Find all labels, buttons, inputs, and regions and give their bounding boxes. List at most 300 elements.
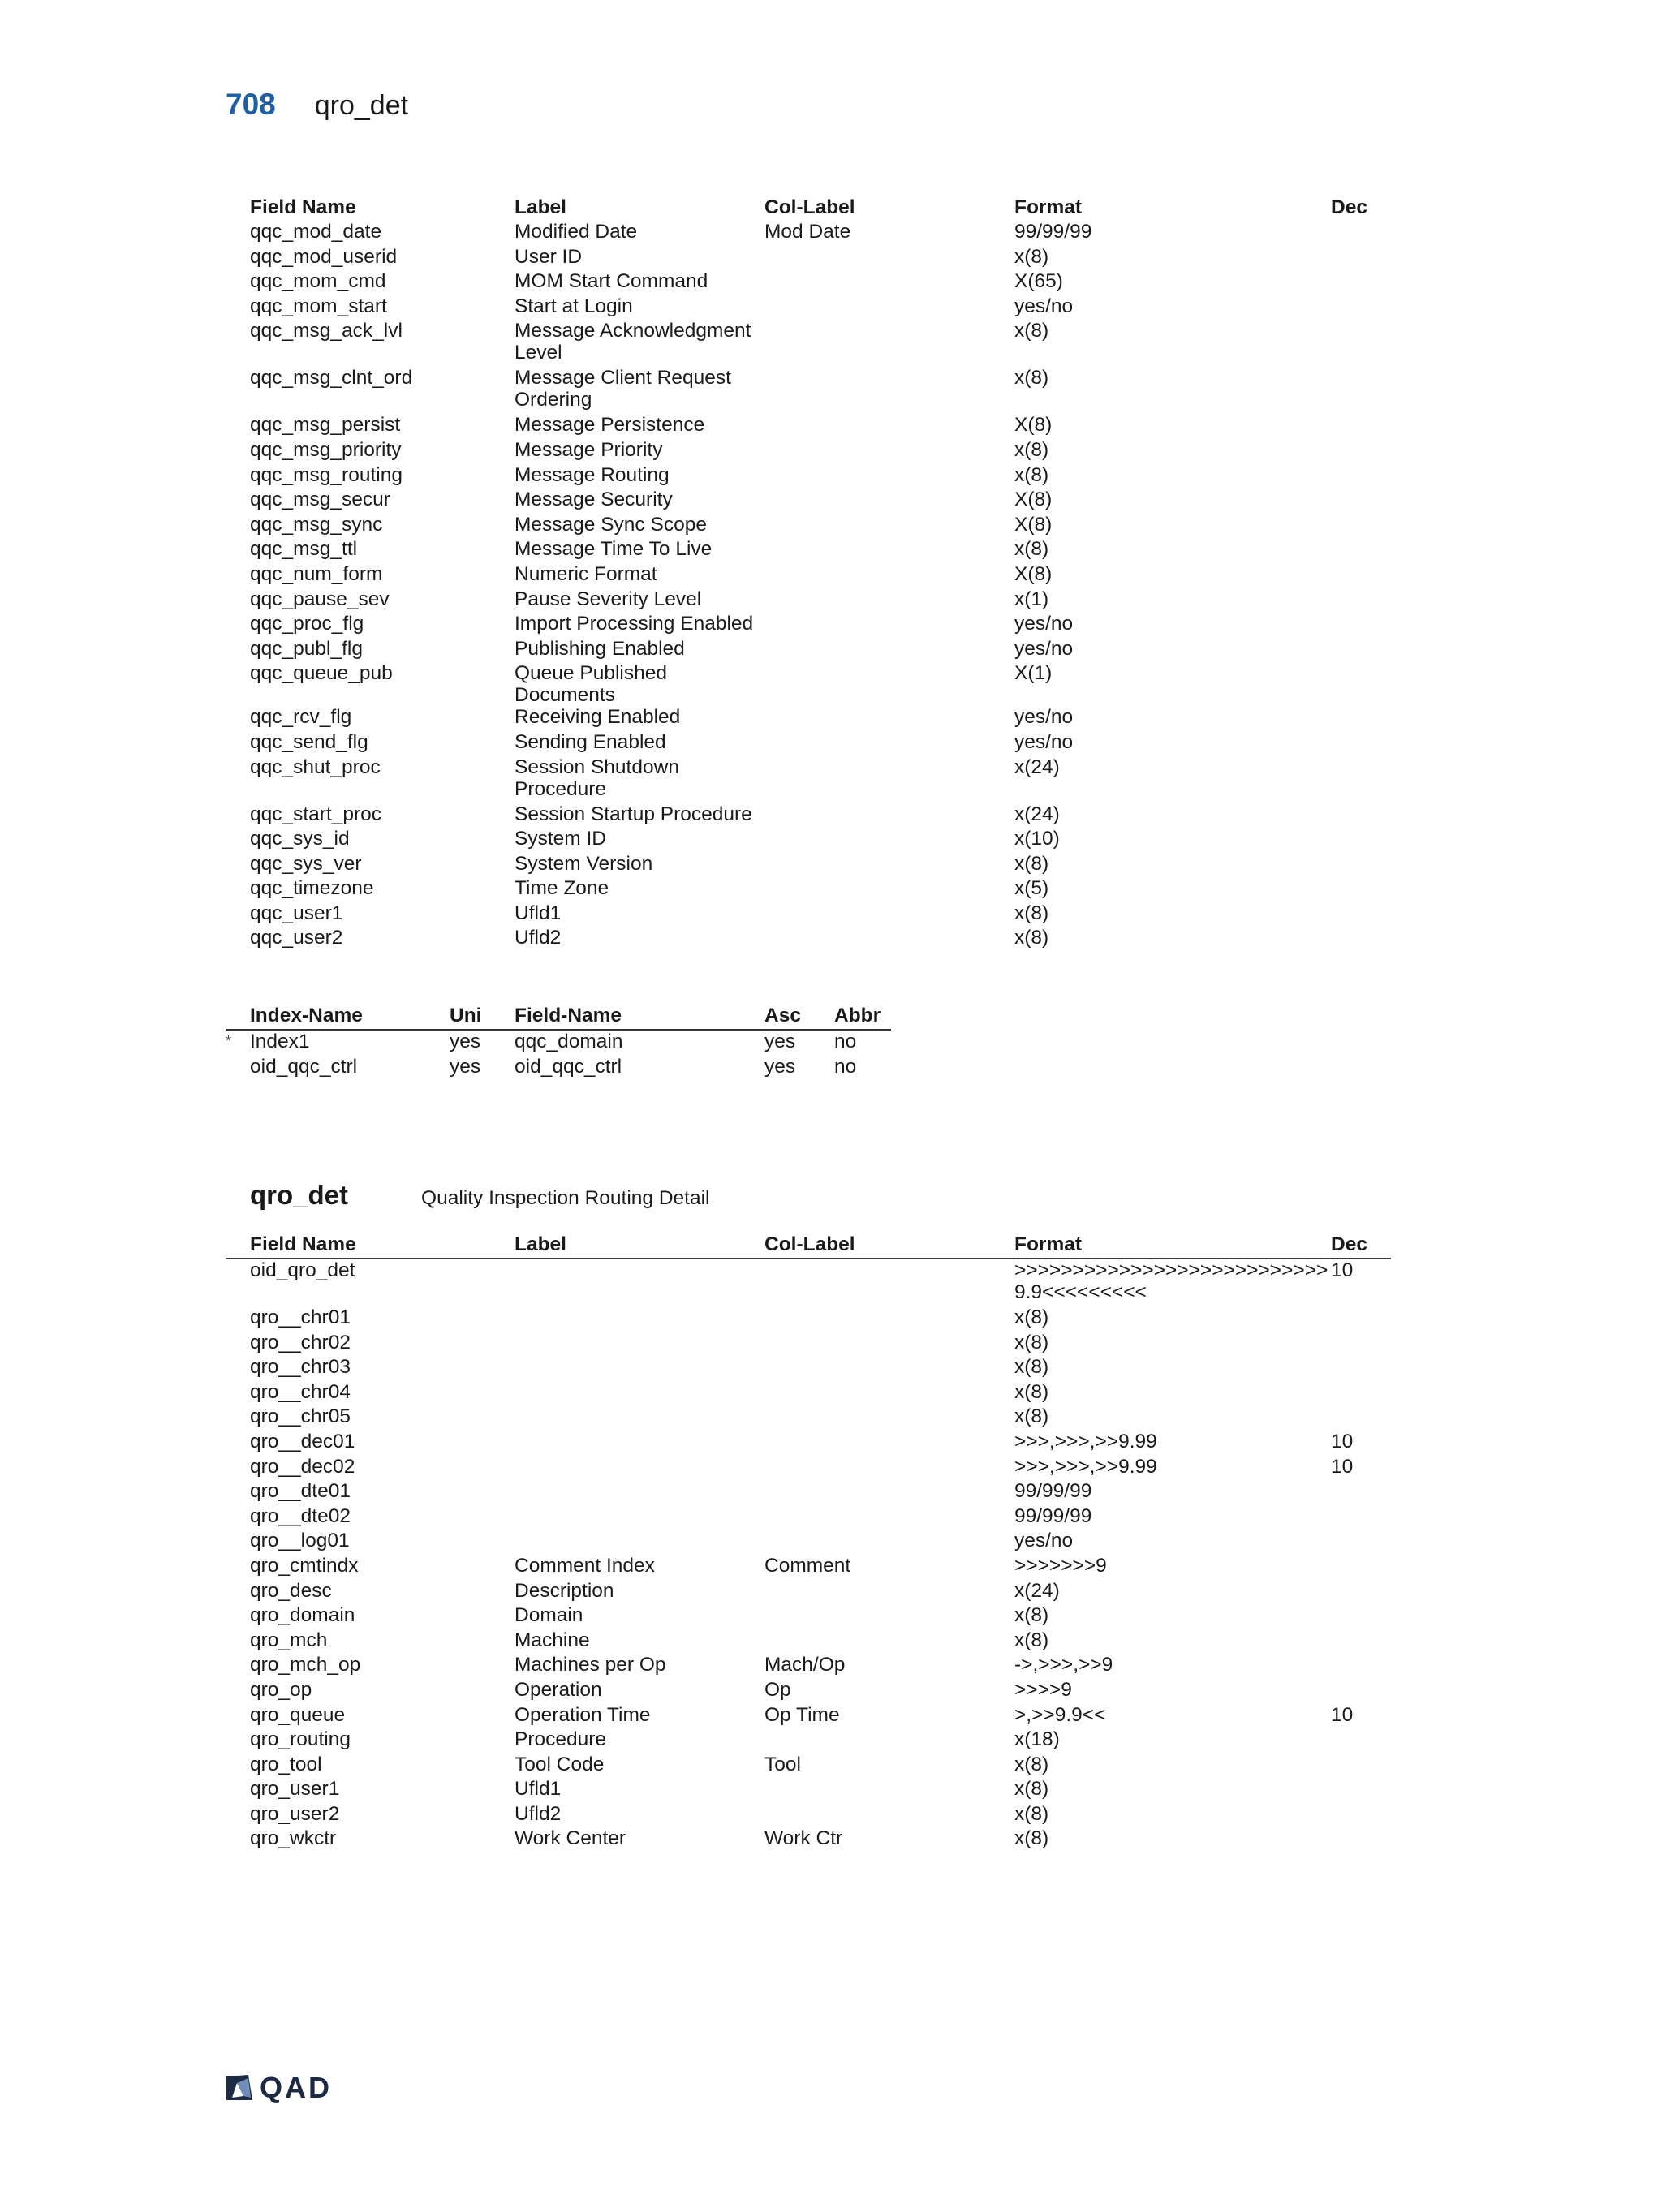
format-cell: x(8) — [1014, 1331, 1049, 1353]
col-label-cell — [764, 1530, 1014, 1555]
label-cell: Session Shutdown Procedure — [515, 755, 679, 800]
table-row — [226, 1654, 1391, 1679]
dec-cell — [1331, 638, 1391, 663]
col-label-cell — [764, 1778, 1014, 1803]
dec-cell: 10 — [1331, 1430, 1354, 1452]
label-cell — [515, 1381, 764, 1406]
field-name-cell: oid_qqc_ctrl — [515, 1055, 622, 1078]
index-name-cell: Index1 — [250, 1031, 310, 1052]
col-label-cell — [764, 1456, 1014, 1481]
table-row — [226, 221, 1391, 246]
format-cell: x(8) — [1014, 1604, 1049, 1627]
dec-cell — [1331, 464, 1391, 489]
table-row — [226, 1056, 891, 1081]
dec-cell — [1331, 662, 1391, 706]
col-label-cell — [764, 902, 1014, 927]
row-marker — [226, 756, 250, 803]
format-cell: x(8) — [1014, 1778, 1049, 1801]
label-cell — [515, 1332, 764, 1357]
field-name-cell: qqc_shut_proc — [250, 755, 381, 778]
field-table-qqc — [226, 195, 1391, 952]
field-name-cell: qqc_mod_userid — [250, 245, 398, 268]
table-row — [226, 731, 1391, 756]
row-marker — [226, 1754, 250, 1779]
format-cell: x(8) — [1014, 1753, 1049, 1775]
page-header — [226, 88, 408, 128]
col-label-cell: Op — [764, 1678, 791, 1701]
field-name-cell: qro_queue — [250, 1703, 346, 1726]
format-cell: x(8) — [1014, 1405, 1049, 1428]
field-name-cell: qro_user1 — [250, 1778, 340, 1801]
label-cell: Comment Index — [515, 1554, 655, 1577]
row-marker — [226, 1456, 250, 1481]
asc-cell: yes — [764, 1031, 796, 1052]
table-row — [226, 638, 1391, 663]
column-header-field-name: Field Name — [250, 1232, 515, 1259]
field-name-cell: qqc_msg_clnt_ord — [250, 367, 413, 389]
dec-cell — [1331, 1827, 1391, 1853]
section-table-description: Quality Inspection Routing Detail — [421, 1187, 710, 1209]
dec-cell — [1331, 1679, 1391, 1704]
dec-cell — [1331, 853, 1391, 878]
col-label-cell — [764, 731, 1014, 756]
row-marker — [226, 367, 250, 414]
col-label-cell: Mach/Op — [764, 1654, 846, 1676]
table-row — [226, 1405, 1391, 1431]
table-row — [226, 1480, 1391, 1505]
dec-cell — [1331, 828, 1391, 853]
row-marker — [226, 1629, 250, 1655]
table-row — [226, 1356, 1391, 1381]
label-cell: Ufld2 — [515, 927, 562, 949]
field-name-cell: qro_op — [250, 1678, 312, 1701]
label-cell: Domain — [515, 1604, 583, 1627]
label-cell: Ufld2 — [515, 1802, 562, 1825]
label-cell: Description — [515, 1579, 614, 1602]
field-name-cell: oid_qro_det — [250, 1259, 355, 1281]
abbr-cell: no — [834, 1055, 857, 1078]
table-row — [226, 1754, 1391, 1779]
dec-cell — [1331, 756, 1391, 803]
col-label-cell: Work Ctr — [764, 1827, 843, 1850]
table-row — [226, 1679, 1391, 1704]
row-marker — [226, 514, 250, 539]
col-label-cell — [764, 367, 1014, 414]
format-cell: x(5) — [1014, 877, 1049, 900]
dec-cell — [1331, 1728, 1391, 1754]
format-cell: x(8) — [1014, 320, 1049, 342]
table-header-row — [226, 1003, 891, 1030]
field-name-cell: qro__chr02 — [250, 1331, 351, 1353]
table-row — [226, 414, 1391, 439]
row-marker — [226, 662, 250, 706]
field-name-cell: qqc_msg_priority — [250, 438, 402, 461]
field-name-cell: qro_routing — [250, 1728, 351, 1751]
table-row — [226, 464, 1391, 489]
label-cell — [515, 1431, 764, 1456]
field-name-cell: qro__dte01 — [250, 1480, 351, 1503]
format-cell: x(24) — [1014, 803, 1060, 825]
col-label-cell — [764, 803, 1014, 828]
field-name-cell: qro__chr01 — [250, 1306, 351, 1328]
col-label-cell — [764, 488, 1014, 514]
col-label-cell: Tool — [764, 1753, 801, 1775]
label-cell: Message Client Request Ordering — [515, 367, 731, 411]
dec-cell — [1331, 1332, 1391, 1357]
row-marker — [226, 295, 250, 321]
col-label-cell — [764, 538, 1014, 563]
dec-cell: 10 — [1331, 1455, 1354, 1478]
dec-cell — [1331, 221, 1391, 246]
format-cell: ->,>>>,>>9 — [1014, 1654, 1113, 1676]
field-name-cell: qro_desc — [250, 1579, 332, 1602]
table-row — [226, 828, 1391, 853]
row-marker — [226, 1654, 250, 1679]
format-cell: >>>,>>>,>>9.99 — [1014, 1455, 1157, 1478]
format-cell: yes/no — [1014, 637, 1074, 660]
format-cell: x(8) — [1014, 438, 1049, 461]
section-heading — [250, 1180, 709, 1211]
table-row — [226, 853, 1391, 878]
format-cell: x(24) — [1014, 1579, 1060, 1602]
row-marker — [226, 1505, 250, 1530]
format-cell: x(8) — [1014, 538, 1049, 561]
label-cell: Publishing Enabled — [515, 637, 685, 660]
uni-cell: yes — [450, 1055, 481, 1078]
primary-index-marker: * — [226, 1033, 232, 1049]
field-name-cell: qqc_msg_routing — [250, 463, 403, 486]
label-cell — [515, 1505, 764, 1530]
format-cell: x(8) — [1014, 902, 1049, 924]
label-cell: Machines per Op — [515, 1654, 666, 1676]
label-cell — [515, 1456, 764, 1481]
dec-cell — [1331, 488, 1391, 514]
column-header-col-label: Col-Label — [764, 196, 855, 218]
field-name-cell: qqc_msg_ttl — [250, 538, 358, 561]
table-row — [226, 295, 1391, 321]
dec-cell — [1331, 514, 1391, 539]
field-name-cell: qqc_domain — [515, 1031, 623, 1052]
label-cell — [515, 1530, 764, 1555]
table-row — [226, 803, 1391, 828]
table-row — [226, 1827, 1391, 1853]
format-cell: x(1) — [1014, 587, 1049, 610]
format-cell: x(8) — [1014, 463, 1049, 486]
label-cell: Work Center — [515, 1827, 626, 1850]
format-cell: >,>>9.9<< — [1014, 1703, 1106, 1726]
format-cell: X(8) — [1014, 488, 1053, 511]
field-name-cell: qro__chr04 — [250, 1380, 351, 1403]
table-row — [226, 1555, 1391, 1580]
field-name-cell: qro__dte02 — [250, 1504, 351, 1527]
format-cell: >>>,>>>,>>9.99 — [1014, 1430, 1157, 1452]
table-row — [226, 1381, 1391, 1406]
dec-cell — [1331, 902, 1391, 927]
table-row — [226, 1580, 1391, 1605]
row-marker — [226, 1405, 250, 1431]
col-label-cell — [764, 246, 1014, 271]
label-cell: Ufld1 — [515, 1778, 562, 1801]
col-label-cell — [764, 1629, 1014, 1655]
row-marker — [226, 1679, 250, 1704]
dec-cell — [1331, 1580, 1391, 1605]
field-name-cell: qro_domain — [250, 1604, 355, 1627]
label-cell: Message Time To Live — [515, 538, 713, 561]
table-row — [226, 662, 1391, 706]
table-row — [226, 367, 1391, 414]
field-name-cell: qro_tool — [250, 1753, 322, 1775]
row-marker — [226, 439, 250, 464]
format-cell: >>>>9 — [1014, 1678, 1072, 1701]
column-header-field-name: Field Name — [250, 196, 356, 218]
col-label-cell — [764, 588, 1014, 613]
table-row — [226, 1604, 1391, 1629]
row-marker — [226, 1356, 250, 1381]
dec-cell: 10 — [1331, 1259, 1354, 1281]
col-label-cell — [764, 877, 1014, 902]
row-marker — [226, 488, 250, 514]
row-marker — [226, 902, 250, 927]
dec-cell — [1331, 439, 1391, 464]
field-name-cell: qqc_timezone — [250, 877, 374, 900]
format-cell: x(10) — [1014, 828, 1060, 850]
field-name-cell: qqc_sys_ver — [250, 852, 362, 875]
table-row — [226, 877, 1391, 902]
label-cell: Message Security — [515, 488, 673, 511]
column-header-asc: Asc — [764, 1003, 834, 1030]
label-cell: Procedure — [515, 1728, 607, 1751]
table-row — [226, 1704, 1391, 1729]
row-marker — [226, 1431, 250, 1456]
col-label-cell — [764, 439, 1014, 464]
dec-cell — [1331, 1654, 1391, 1679]
field-name-cell: qqc_msg_secur — [250, 488, 390, 511]
label-cell: Message Persistence — [515, 414, 705, 437]
row-marker — [226, 270, 250, 295]
column-header-format: Format — [1014, 196, 1083, 218]
dec-cell — [1331, 706, 1391, 731]
row-marker — [226, 1381, 250, 1406]
row-marker — [226, 1827, 250, 1853]
col-label-cell — [764, 828, 1014, 853]
label-cell: MOM Start Command — [515, 270, 708, 293]
col-label-cell — [764, 320, 1014, 367]
row-marker — [226, 1530, 250, 1555]
format-cell: yes/no — [1014, 706, 1074, 729]
col-label-cell — [764, 662, 1014, 706]
field-name-cell: qqc_user2 — [250, 927, 343, 949]
format-cell: 99/99/99 — [1014, 221, 1092, 243]
col-label-cell — [764, 1356, 1014, 1381]
label-cell: Operation Time — [515, 1703, 651, 1726]
column-header-format: Format — [1014, 1232, 1331, 1259]
col-label-cell — [764, 638, 1014, 663]
format-cell: yes/no — [1014, 730, 1074, 753]
col-label-cell — [764, 1580, 1014, 1605]
col-label-cell — [764, 514, 1014, 539]
field-name-cell: qro_cmtindx — [250, 1554, 359, 1577]
field-name-cell: qqc_sys_id — [250, 828, 350, 850]
format-cell: >>>>>>>>>>>>>>>>>>>>>>>>>>>9.9<<<<<<<<< — [1014, 1259, 1328, 1303]
label-cell: Ufld1 — [515, 902, 562, 924]
field-name-cell: qqc_publ_flg — [250, 637, 363, 660]
row-marker — [226, 1259, 250, 1306]
dec-cell — [1331, 803, 1391, 828]
label-cell: Start at Login — [515, 295, 633, 317]
page-title: qro_det — [314, 90, 409, 121]
column-header-label: Label — [515, 1232, 764, 1259]
row-marker — [226, 1580, 250, 1605]
label-cell: Receiving Enabled — [515, 706, 681, 729]
column-header-col-label: Col-Label — [764, 1232, 1014, 1259]
dec-cell — [1331, 246, 1391, 271]
dec-cell — [1331, 1306, 1391, 1332]
dec-cell — [1331, 1604, 1391, 1629]
dec-cell — [1331, 367, 1391, 414]
field-name-cell: qqc_mom_start — [250, 295, 387, 317]
column-header-field-name: Field-Name — [515, 1003, 764, 1030]
field-name-cell: qqc_mod_date — [250, 221, 382, 243]
table-header-row — [226, 1232, 1391, 1259]
table-row — [226, 563, 1391, 588]
field-name-cell: qqc_num_form — [250, 562, 383, 585]
row-marker — [226, 538, 250, 563]
row-marker — [226, 1555, 250, 1580]
field-name-cell: qro__log01 — [250, 1530, 350, 1552]
label-cell: Message Acknowledgment Level — [515, 320, 751, 364]
dec-cell — [1331, 1530, 1391, 1555]
table-row — [226, 514, 1391, 539]
col-label-cell — [764, 1405, 1014, 1431]
col-label-cell: Comment — [764, 1554, 851, 1577]
col-label-cell — [764, 853, 1014, 878]
table-row — [226, 1803, 1391, 1828]
field-name-cell: qqc_mom_cmd — [250, 270, 386, 293]
footer-logo — [224, 2071, 332, 2105]
table-row — [226, 706, 1391, 731]
label-cell: Message Routing — [515, 463, 670, 486]
dec-cell — [1331, 1480, 1391, 1505]
row-marker — [226, 1332, 250, 1357]
row-marker — [226, 877, 250, 902]
label-cell — [515, 1405, 764, 1431]
row-marker — [226, 1480, 250, 1505]
dec-cell — [1331, 1803, 1391, 1828]
col-label-cell — [764, 1431, 1014, 1456]
dec-cell — [1331, 927, 1391, 952]
dec-cell — [1331, 731, 1391, 756]
table-row — [226, 1778, 1391, 1803]
table-row — [226, 756, 1391, 803]
dec-cell — [1331, 1555, 1391, 1580]
col-label-cell — [764, 1306, 1014, 1332]
label-cell: Queue Published Documents — [515, 662, 667, 707]
row-marker — [226, 1604, 250, 1629]
row-marker — [226, 803, 250, 828]
label-cell: Import Processing Enabled — [515, 613, 754, 635]
format-cell: 99/99/99 — [1014, 1480, 1092, 1503]
row-marker — [226, 1704, 250, 1729]
col-label-cell — [764, 414, 1014, 439]
col-label-cell — [764, 295, 1014, 321]
column-header-index-name: Index-Name — [250, 1003, 450, 1030]
label-cell: Tool Code — [515, 1753, 605, 1775]
row-marker — [226, 638, 250, 663]
col-label-cell: Op Time — [764, 1703, 840, 1726]
column-header-abbr: Abbr — [834, 1003, 891, 1030]
field-name-cell: qqc_send_flg — [250, 730, 368, 753]
label-cell: Sending Enabled — [515, 730, 666, 753]
row-marker — [226, 464, 250, 489]
table-row — [226, 1728, 1391, 1754]
format-cell: yes/no — [1014, 1530, 1074, 1552]
section-table-name: qro_det — [250, 1180, 349, 1210]
table-row — [226, 927, 1391, 952]
dec-cell — [1331, 538, 1391, 563]
dec-cell — [1331, 1505, 1391, 1530]
label-cell: Message Sync Scope — [515, 513, 707, 536]
col-label-cell — [764, 1259, 1014, 1306]
label-cell — [515, 1356, 764, 1381]
index-name-cell: oid_qqc_ctrl — [250, 1055, 358, 1078]
field-name-cell: qqc_start_proc — [250, 803, 382, 825]
table-row — [226, 439, 1391, 464]
dec-cell — [1331, 1778, 1391, 1803]
dec-cell — [1331, 563, 1391, 588]
dec-cell: 10 — [1331, 1703, 1354, 1726]
column-header-dec: Dec — [1331, 196, 1367, 218]
col-label-cell — [764, 1505, 1014, 1530]
label-cell: Modified Date — [515, 221, 638, 243]
table-row — [226, 1456, 1391, 1481]
dec-cell — [1331, 414, 1391, 439]
field-name-cell: qro__dec01 — [250, 1430, 355, 1452]
table-row — [226, 246, 1391, 271]
row-marker — [226, 246, 250, 271]
row-marker — [226, 853, 250, 878]
dec-cell — [1331, 1356, 1391, 1381]
column-header-uni: Uni — [450, 1003, 515, 1030]
row-marker — [226, 221, 250, 246]
col-label-cell — [764, 464, 1014, 489]
table-row — [226, 270, 1391, 295]
table-row — [226, 488, 1391, 514]
field-name-cell: qro_mch_op — [250, 1654, 361, 1676]
label-cell: System ID — [515, 828, 606, 850]
table-row — [226, 538, 1391, 563]
format-cell: x(8) — [1014, 1802, 1049, 1825]
field-table-qro-det — [226, 1232, 1391, 1853]
format-cell: X(8) — [1014, 513, 1053, 536]
format-cell: x(8) — [1014, 1629, 1049, 1651]
logo-text: QAD — [260, 2071, 332, 2104]
col-label-cell — [764, 613, 1014, 638]
asc-cell: yes — [764, 1055, 796, 1078]
dec-cell — [1331, 588, 1391, 613]
label-cell: Numeric Format — [515, 562, 657, 585]
label-cell: Pause Severity Level — [515, 587, 702, 610]
dec-cell — [1331, 613, 1391, 638]
page-number: 708 — [226, 88, 276, 121]
label-cell: Operation — [515, 1678, 602, 1701]
qad-logo-icon — [224, 2073, 255, 2102]
col-label-cell — [764, 1332, 1014, 1357]
format-cell: x(24) — [1014, 755, 1060, 778]
format-cell: X(1) — [1014, 662, 1053, 685]
field-name-cell: qqc_msg_sync — [250, 513, 383, 536]
table-row — [226, 588, 1391, 613]
table-row — [226, 1530, 1391, 1555]
